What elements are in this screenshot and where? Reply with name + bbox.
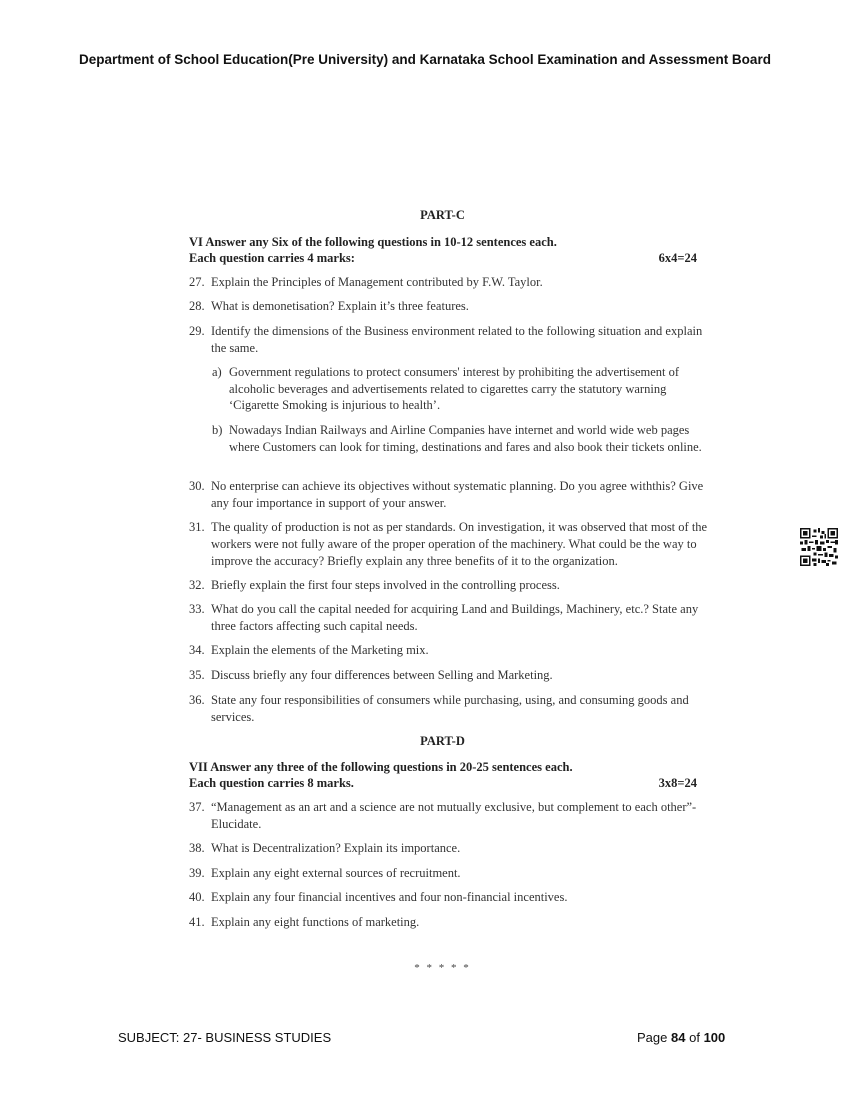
question-number: 32.: [189, 578, 205, 592]
question-text: Discuss briefly any four differences between Selling and Marketing.: [211, 668, 553, 682]
sub-item-text: Government regulations to protect consumers' interest by prohibiting the advertisement of alcoholic beverages and advertisements related to cigarettes carry the statutory warning ‘Cigarette Smoking is injurious to health’.: [229, 365, 680, 412]
question-33: [189, 601, 709, 635]
footer-subject: SUBJECT: 27- BUSINESS STUDIES: [118, 1030, 332, 1045]
question-29: [189, 323, 709, 357]
question-number: 33.: [189, 602, 205, 616]
question-30: [189, 478, 709, 512]
sub-item-label: b): [212, 423, 223, 437]
question-text: No enterprise can achieve its objectives without systematic planning. Do you agree withthis? Give any four importance in support of your answer.: [211, 479, 704, 510]
question-34: [189, 642, 709, 659]
part-d-instruction-line2: Each question carries 8 marks.: [189, 776, 354, 790]
question-38: [189, 840, 709, 857]
part-c-instruction-line2: Each question carries 4 marks:: [189, 251, 355, 265]
question-40: [189, 889, 709, 906]
question-number: 38.: [189, 841, 205, 855]
question-number: 39.: [189, 866, 205, 880]
page-total: 100: [703, 1030, 726, 1045]
question-text: Explain any four financial incentives and four non-financial incentives.: [211, 890, 568, 904]
sub-item-label: a): [212, 365, 222, 379]
page-current: 84: [671, 1030, 686, 1045]
question-39: [189, 865, 709, 882]
part-d-instruction-line1: VII Answer any three of the following questions in 20-25 sentences each.: [189, 760, 573, 774]
question-37: [189, 799, 709, 833]
question-29-item-b: [212, 422, 707, 455]
page-header-title: Department of School Education(Pre University) and Karnataka School Examination and Assessment Board: [79, 52, 771, 67]
question-number: 30.: [189, 479, 205, 493]
question-number: 36.: [189, 693, 205, 707]
part-d-marks: 3x8=24: [658, 776, 697, 790]
question-text: Explain any eight external sources of recruitment.: [211, 866, 461, 880]
part-c-title: PART-C: [420, 208, 465, 222]
question-36: [189, 692, 709, 726]
page-of: of: [689, 1030, 700, 1045]
footer-page-number: [637, 1030, 725, 1045]
question-text: Briefly explain the first four steps involved in the controlling process.: [211, 578, 560, 592]
question-text: The quality of production is not as per standards. On investigation, it was observed that most of the workers were not fully aware of the proper operation of the machinery. What could be the way to improve the accuracy? Briefly explain any three benefits of it to the organization.: [211, 520, 708, 568]
sub-item-text: Nowadays Indian Railways and Airline Companies have internet and world wide web pages where Customers can look for timing, destinations and fares and also book their tickets online.: [229, 423, 702, 454]
part-c-instruction-line1: VI Answer any Six of the following questions in 10-12 sentences each.: [189, 235, 557, 249]
question-28: [189, 298, 709, 315]
question-35: [189, 667, 709, 684]
question-number: 28.: [189, 299, 205, 313]
end-marker: * * * * *: [414, 962, 471, 974]
question-text: What is Decentralization? Explain its importance.: [211, 841, 461, 855]
part-d-instructions: [189, 759, 697, 791]
question-number: 27.: [189, 275, 205, 289]
qr-code-icon: [800, 528, 838, 566]
question-number: 37.: [189, 800, 205, 814]
question-number: 29.: [189, 324, 205, 338]
question-31: [189, 519, 709, 570]
question-29-item-a: [212, 364, 707, 414]
part-c-marks: 6x4=24: [658, 251, 697, 265]
part-c-instructions: [189, 234, 697, 266]
question-number: 35.: [189, 668, 205, 682]
question-number: 40.: [189, 890, 205, 904]
question-number: 31.: [189, 520, 205, 534]
question-41: [189, 914, 709, 931]
question-text: Explain any eight functions of marketing.: [211, 915, 420, 929]
question-text: What do you call the capital needed for acquiring Land and Buildings, Machinery, etc.? State any three factors affecting such capital needs.: [211, 602, 699, 633]
question-27: [189, 274, 709, 291]
question-number: 34.: [189, 643, 205, 657]
question-text: State any four responsibilities of consumers while purchasing, using, and consuming goods and services.: [211, 693, 689, 724]
part-d-title: PART-D: [420, 734, 465, 748]
page-prefix: Page: [637, 1030, 668, 1045]
question-text: “Management as an art and a science are not mutually exclusive, but complement to each other”- Elucidate.: [211, 800, 697, 831]
question-32: [189, 577, 709, 594]
question-number: 41.: [189, 915, 205, 929]
question-text: Explain the Principles of Management contributed by F.W. Taylor.: [211, 275, 543, 289]
question-text: Explain the elements of the Marketing mix.: [211, 643, 429, 657]
question-text: Identify the dimensions of the Business environment related to the following situation and explain the same.: [211, 324, 703, 355]
question-text: What is demonetisation? Explain it’s three features.: [211, 299, 469, 313]
